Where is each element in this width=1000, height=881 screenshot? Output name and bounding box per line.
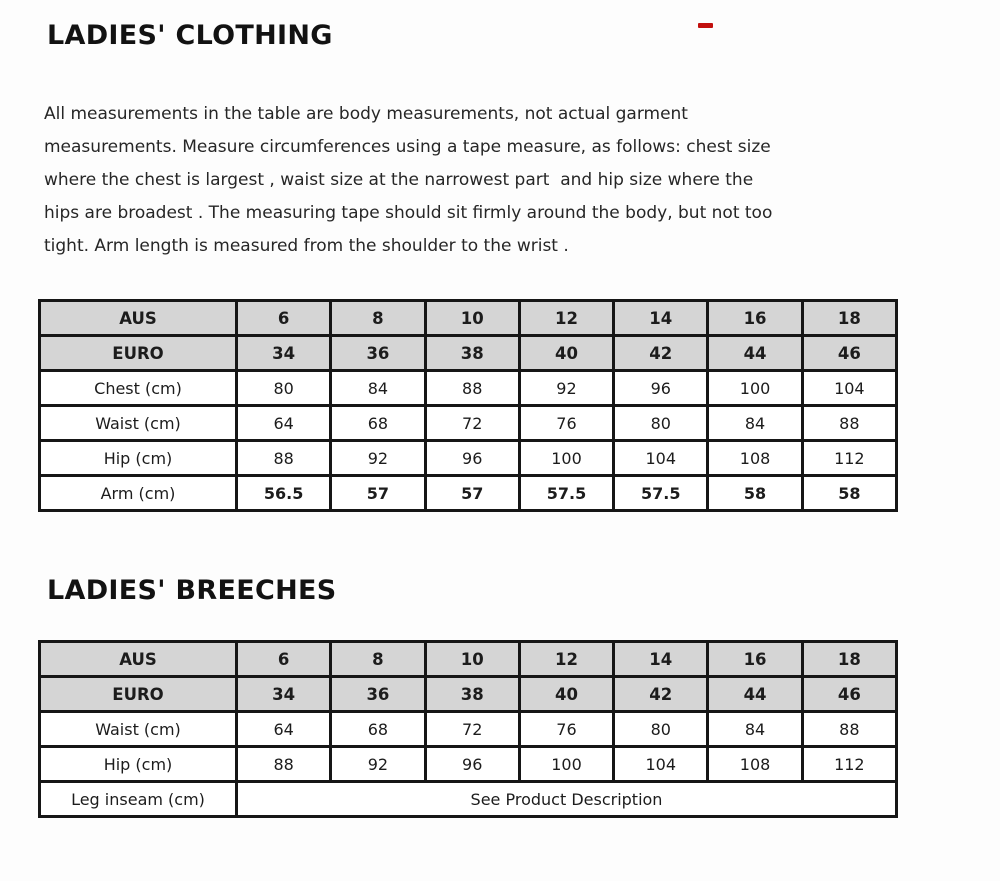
table-row bbox=[40, 441, 897, 476]
table-row bbox=[40, 677, 897, 712]
value-cell: 36 bbox=[331, 677, 425, 712]
value-cell: 18 bbox=[802, 642, 896, 677]
value-cell: 72 bbox=[425, 712, 519, 747]
row-label: AUS bbox=[40, 642, 237, 677]
value-cell: 8 bbox=[331, 301, 425, 336]
value-cell: 40 bbox=[519, 677, 613, 712]
intro-line-5: tight. Arm length is measured from the shoulder to the wrist . bbox=[44, 236, 569, 256]
value-cell: 92 bbox=[331, 747, 425, 782]
measurement-instructions bbox=[44, 98, 1000, 263]
value-cell: 14 bbox=[614, 301, 708, 336]
value-cell: 57 bbox=[425, 476, 519, 511]
value-cell: 46 bbox=[802, 336, 896, 371]
value-cell: 92 bbox=[331, 441, 425, 476]
row-label: AUS bbox=[40, 301, 237, 336]
row-span-value: See Product Description bbox=[237, 782, 897, 817]
table-row bbox=[40, 336, 897, 371]
value-cell: 76 bbox=[519, 712, 613, 747]
value-cell: 108 bbox=[708, 441, 802, 476]
value-cell: 88 bbox=[237, 441, 331, 476]
value-cell: 6 bbox=[237, 301, 331, 336]
value-cell: 84 bbox=[708, 712, 802, 747]
value-cell: 36 bbox=[331, 336, 425, 371]
value-cell: 42 bbox=[614, 336, 708, 371]
value-cell: 80 bbox=[614, 406, 708, 441]
value-cell: 44 bbox=[708, 336, 802, 371]
value-cell: 84 bbox=[708, 406, 802, 441]
value-cell: 80 bbox=[237, 371, 331, 406]
value-cell: 112 bbox=[802, 747, 896, 782]
value-cell: 64 bbox=[237, 406, 331, 441]
value-cell: 38 bbox=[425, 336, 519, 371]
value-cell: 34 bbox=[237, 677, 331, 712]
value-cell: 72 bbox=[425, 406, 519, 441]
value-cell: 16 bbox=[708, 301, 802, 336]
value-cell: 34 bbox=[237, 336, 331, 371]
clothing-size-table bbox=[38, 299, 898, 512]
intro-line-1: All measurements in the table are body measurements, not actual garment bbox=[44, 104, 688, 124]
value-cell: 57.5 bbox=[614, 476, 708, 511]
row-label: Waist (cm) bbox=[40, 712, 237, 747]
value-cell: 58 bbox=[708, 476, 802, 511]
row-label: Leg inseam (cm) bbox=[40, 782, 237, 817]
row-label: Hip (cm) bbox=[40, 441, 237, 476]
breeches-section-title: LADIES' BREECHES bbox=[47, 575, 337, 606]
clothing-section-title: LADIES' CLOTHING bbox=[47, 20, 333, 51]
size-chart-page bbox=[0, 20, 1000, 881]
value-cell: 100 bbox=[519, 747, 613, 782]
value-cell: 88 bbox=[802, 406, 896, 441]
value-cell: 58 bbox=[802, 476, 896, 511]
value-cell: 10 bbox=[425, 642, 519, 677]
row-label: Arm (cm) bbox=[40, 476, 237, 511]
row-label: Chest (cm) bbox=[40, 371, 237, 406]
value-cell: 18 bbox=[802, 301, 896, 336]
value-cell: 100 bbox=[519, 441, 613, 476]
row-label: Waist (cm) bbox=[40, 406, 237, 441]
table-row bbox=[40, 301, 897, 336]
value-cell: 76 bbox=[519, 406, 613, 441]
value-cell: 88 bbox=[425, 371, 519, 406]
value-cell: 104 bbox=[614, 441, 708, 476]
red-artifact-mark bbox=[698, 23, 713, 28]
row-label: EURO bbox=[40, 336, 237, 371]
value-cell: 88 bbox=[237, 747, 331, 782]
breeches-size-table bbox=[38, 640, 898, 818]
value-cell: 6 bbox=[237, 642, 331, 677]
value-cell: 8 bbox=[331, 642, 425, 677]
intro-line-2: measurements. Measure circumferences using a tape measure, as follows: chest size bbox=[44, 137, 771, 157]
value-cell: 14 bbox=[614, 642, 708, 677]
value-cell: 42 bbox=[614, 677, 708, 712]
value-cell: 108 bbox=[708, 747, 802, 782]
value-cell: 46 bbox=[802, 677, 896, 712]
value-cell: 92 bbox=[519, 371, 613, 406]
value-cell: 38 bbox=[425, 677, 519, 712]
value-cell: 112 bbox=[802, 441, 896, 476]
table-row bbox=[40, 476, 897, 511]
value-cell: 44 bbox=[708, 677, 802, 712]
value-cell: 10 bbox=[425, 301, 519, 336]
value-cell: 96 bbox=[425, 441, 519, 476]
value-cell: 96 bbox=[614, 371, 708, 406]
value-cell: 104 bbox=[802, 371, 896, 406]
intro-line-3: where the chest is largest , waist size at the narrowest part and hip size where the bbox=[44, 170, 754, 190]
value-cell: 100 bbox=[708, 371, 802, 406]
value-cell: 84 bbox=[331, 371, 425, 406]
value-cell: 56.5 bbox=[237, 476, 331, 511]
table-row bbox=[40, 406, 897, 441]
table-row bbox=[40, 371, 897, 406]
value-cell: 88 bbox=[802, 712, 896, 747]
table-row bbox=[40, 712, 897, 747]
table-row bbox=[40, 747, 897, 782]
value-cell: 64 bbox=[237, 712, 331, 747]
value-cell: 68 bbox=[331, 712, 425, 747]
row-label: EURO bbox=[40, 677, 237, 712]
intro-line-4: hips are broadest . The measuring tape should sit firmly around the body, but not too bbox=[44, 203, 773, 223]
value-cell: 12 bbox=[519, 642, 613, 677]
table-row bbox=[40, 642, 897, 677]
value-cell: 57 bbox=[331, 476, 425, 511]
value-cell: 40 bbox=[519, 336, 613, 371]
value-cell: 16 bbox=[708, 642, 802, 677]
value-cell: 12 bbox=[519, 301, 613, 336]
value-cell: 80 bbox=[614, 712, 708, 747]
table-row bbox=[40, 782, 897, 817]
value-cell: 96 bbox=[425, 747, 519, 782]
value-cell: 68 bbox=[331, 406, 425, 441]
value-cell: 57.5 bbox=[519, 476, 613, 511]
row-label: Hip (cm) bbox=[40, 747, 237, 782]
value-cell: 104 bbox=[614, 747, 708, 782]
